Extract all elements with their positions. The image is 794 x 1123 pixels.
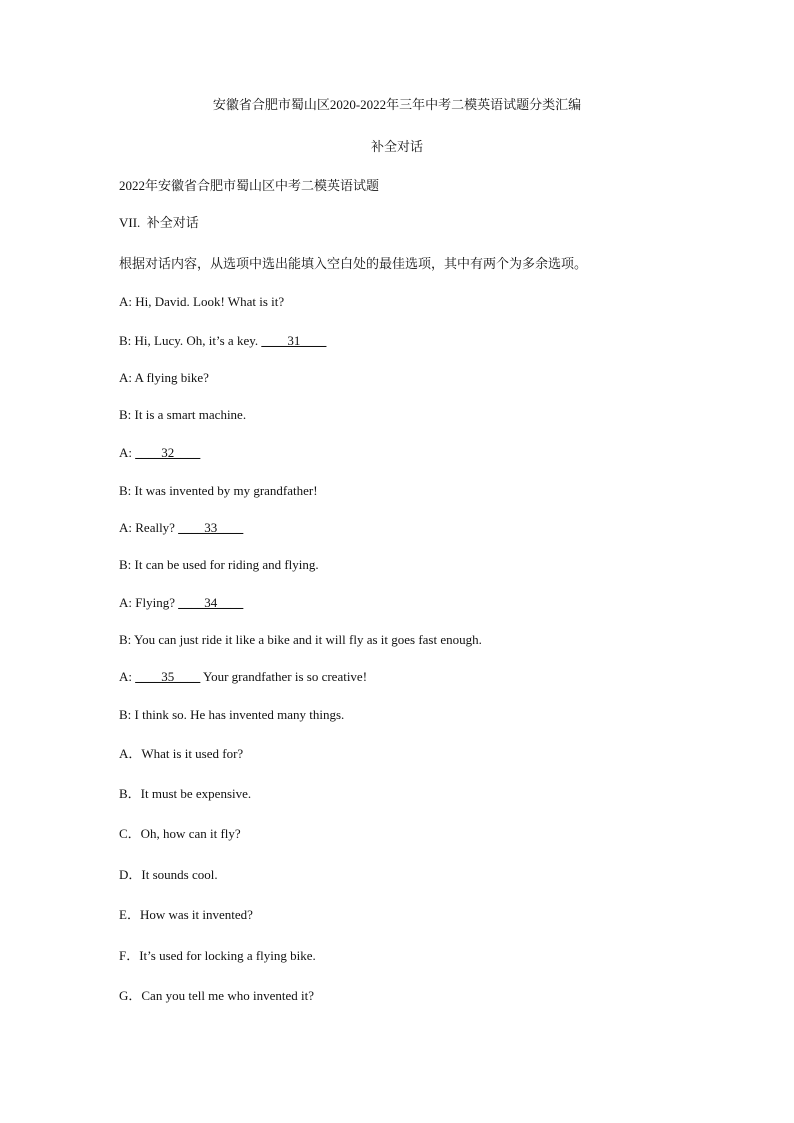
dialogue-line bbox=[119, 595, 243, 611]
line-text: B: I think so. He has invented many things. bbox=[119, 707, 345, 722]
dialogue-line bbox=[119, 407, 246, 423]
section-heading: VII. 补全对话 bbox=[119, 215, 199, 230]
option-f: F．It’s used for locking a flying bike. bbox=[119, 948, 316, 963]
answer-blank: ____31____ bbox=[261, 333, 327, 348]
dialogue-line bbox=[119, 707, 344, 723]
dialogue-line bbox=[119, 370, 209, 386]
option-e: E．How was it invented? bbox=[119, 907, 253, 922]
answer-blank: ____32____ bbox=[135, 445, 201, 460]
answer-blank: ____35____ bbox=[135, 669, 201, 684]
option-c: C．Oh, how can it fly? bbox=[119, 826, 241, 841]
line-text: Your grandfather is so creative! bbox=[200, 669, 368, 684]
line-text: A: bbox=[119, 669, 136, 684]
line-text: B: It is a smart machine. bbox=[119, 407, 247, 422]
document-title: 安徽省合肥市蜀山区2020-2022年三年中考二模英语试题分类汇编 bbox=[212, 97, 582, 112]
line-text: A: Really? bbox=[119, 520, 179, 535]
line-text: B: It was invented by my grandfather! bbox=[119, 483, 318, 498]
line-text: A: A flying bike? bbox=[119, 370, 209, 385]
dialogue-line bbox=[119, 333, 326, 349]
option-b: B．It must be expensive. bbox=[119, 786, 252, 801]
dialogue-line bbox=[119, 294, 284, 310]
line-text: A: bbox=[119, 445, 136, 460]
option-d: D．It sounds cool. bbox=[119, 867, 218, 882]
answer-blank: ____33____ bbox=[178, 520, 244, 535]
dialogue-line bbox=[119, 483, 318, 499]
dialogue-line bbox=[119, 520, 243, 536]
document-subtitle: 补全对话 bbox=[370, 139, 423, 154]
line-text: A: Hi, David. Look! What is it? bbox=[119, 294, 285, 309]
dialogue-line bbox=[119, 632, 482, 648]
line-text: A: Flying? bbox=[119, 595, 179, 610]
option-g: G．Can you tell me who invented it? bbox=[119, 988, 314, 1003]
line-text: B: Hi, Lucy. Oh, it’s a key. bbox=[119, 333, 262, 348]
source-heading: 2022年安徽省合肥市蜀山区中考二模英语试题 bbox=[119, 178, 380, 193]
instruction-text: 根据对话内容，从选项中选出能填入空白处的最佳选项，其中有两个为多余选项。 bbox=[119, 256, 588, 271]
line-text: B: It can be used for riding and flying. bbox=[119, 557, 319, 572]
dialogue-line bbox=[119, 445, 200, 461]
dialogue-line bbox=[119, 669, 367, 685]
dialogue-line bbox=[119, 557, 319, 573]
answer-blank: ____34____ bbox=[178, 595, 244, 610]
line-text: B: You can just ride it like a bike and it will fly as it goes fast enough. bbox=[119, 632, 482, 647]
option-a: A．What is it used for? bbox=[119, 746, 244, 761]
